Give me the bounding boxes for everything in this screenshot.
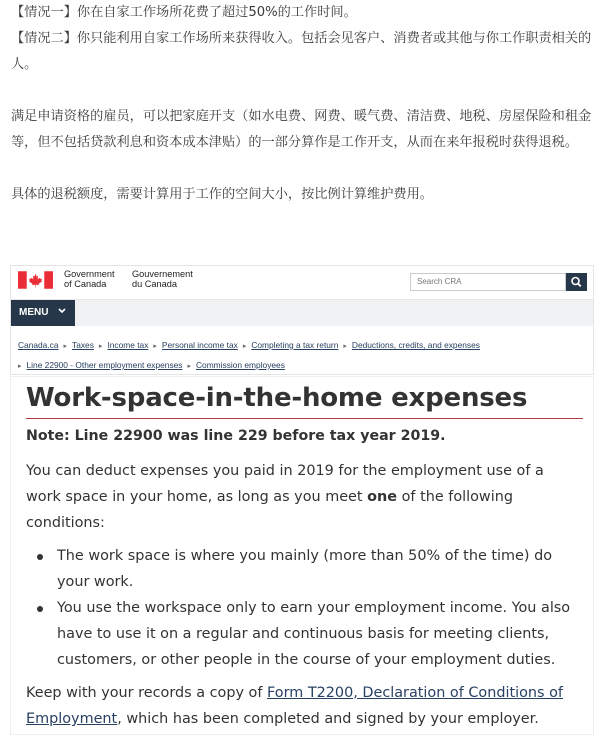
chevron-right-icon: ▸ [187, 363, 191, 370]
records-paragraph: Keep with your records a copy of Form T2200, Declaration of Conditions of Employment, which has been completed and signed by your employer. [26, 685, 563, 727]
title-rule [26, 418, 583, 419]
eligibility-text: 满足申请资格的雇员，可以把家庭开支（如水电费、网费、暖气费、清洁费、地税、房屋保险和租金等，但不包括贷款利息和资本成本津贴）的一部分算作是工作开支，从而在来年报税时获得退税。 [11, 109, 592, 150]
chevron-right-icon: ▸ [18, 363, 22, 370]
form-t2200-link[interactable]: Form T2200, Declaration of Conditions of Employment [26, 685, 563, 727]
cra-header-screenshot [11, 266, 593, 374]
search-input[interactable]: Search CRA [410, 273, 566, 291]
content-card [11, 377, 593, 734]
search-button[interactable] [566, 273, 587, 291]
chevron-right-icon: ▸ [98, 343, 103, 350]
calculation-text: 具体的退税额度，需要计算用于工作的空间大小，按比例计算维护费用。 [11, 187, 433, 202]
page-title: Work-space-in-the-home expenses [26, 383, 528, 413]
gov-name-english[interactable]: Government of Canada [64, 269, 115, 289]
intro-paragraph: You can deduct expenses you paid in 2019 for the employment use of a work space in your home, as long as you meet one of the following conditions: [26, 463, 544, 531]
gc-header [11, 266, 593, 300]
menu-strip [75, 300, 593, 326]
breadcrumb-link[interactable]: Income tax [107, 340, 149, 350]
menu-button[interactable]: MENU [11, 300, 75, 326]
breadcrumb-link[interactable]: Taxes [72, 340, 94, 350]
breadcrumb [18, 336, 587, 376]
list-item: You use the workspace only to earn your employment income. You also have to use it on a regular and continuous basis for meeting clients, customers, or other people in the course of your employment duties. [26, 595, 574, 673]
line-note: Note: Line 22900 was line 229 before tax year 2019. [26, 428, 446, 444]
bullet-icon [37, 554, 43, 560]
breadcrumb-link[interactable]: Completing a tax return [251, 340, 339, 350]
chevron-down-icon [57, 307, 67, 315]
case-one-text: 【情况一】你在自家工作场所花费了超过50%的工作时间。 [11, 5, 357, 20]
gov-name-french[interactable]: Gouvernement du Canada [132, 269, 193, 289]
chevron-right-icon: ▸ [63, 343, 68, 350]
emphasis-one: one [367, 489, 398, 505]
breadcrumb-link[interactable]: Commission employees [196, 360, 285, 370]
breadcrumb-link[interactable]: Line 22900 - Other employment expenses [26, 360, 183, 370]
article-text [11, 0, 601, 208]
breadcrumb-link[interactable]: Canada.ca [18, 340, 59, 350]
breadcrumb-link[interactable]: Deductions, credits, and expenses [351, 340, 480, 350]
bullet-icon [37, 606, 43, 612]
search-icon [566, 273, 587, 291]
list-item: The work space is where you mainly (more than 50% of the time) do your work. [26, 543, 574, 595]
conditions-list [26, 543, 574, 673]
case-two-text: 【情况二】你只能利用自家工作场所来获得收入。包括会见客户、消费者或其他与你工作职责相关的人。 [11, 31, 592, 72]
canada-flag-icon [18, 271, 53, 289]
chevron-right-icon: ▸ [242, 343, 247, 350]
chevron-right-icon: ▸ [343, 343, 347, 350]
chevron-right-icon: ▸ [153, 343, 157, 350]
breadcrumb-link[interactable]: Personal income tax [161, 340, 238, 350]
